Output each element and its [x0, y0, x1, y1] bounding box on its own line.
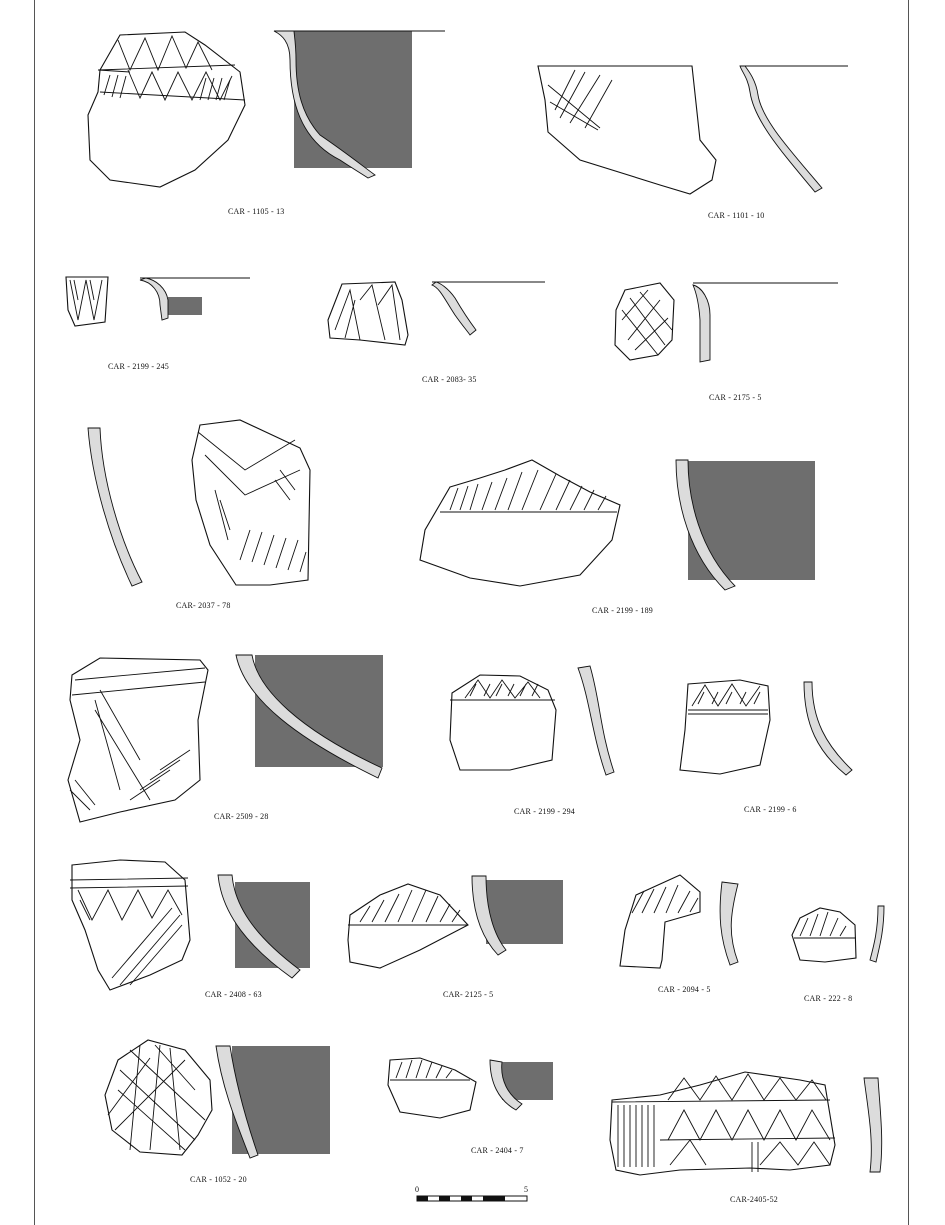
sherd-label: CAR - 2083- 35 [422, 375, 477, 384]
sherd-drawing-1105-13 [88, 32, 245, 187]
sherd-drawing-2408-63 [70, 860, 190, 990]
sherd-drawing-2083-35 [328, 282, 408, 345]
profile-2037-78 [88, 428, 142, 586]
profile-2199-245 [140, 278, 250, 320]
sherd-drawing-1052-20 [105, 1040, 212, 1155]
sherd-label: CAR - 2408 - 63 [205, 990, 262, 999]
sherd-label: CAR - 2199 - 6 [744, 805, 797, 814]
sherd-label: CAR- 2509 - 28 [214, 812, 269, 821]
scale-start-label: 0 [415, 1185, 419, 1194]
sherd-label: CAR - 1105 - 13 [228, 207, 285, 216]
profile-1101-10 [740, 66, 848, 192]
sherd-drawing-2199-245 [66, 277, 108, 326]
profile-2405-52 [864, 1078, 882, 1172]
sherd-label: CAR - 2094 - 5 [658, 985, 711, 994]
profile-1052-20 [216, 1046, 330, 1158]
profile-2125-5 [472, 876, 563, 955]
sherd-drawing-2199-294 [450, 675, 556, 770]
sherd-label: CAR - 2175 - 5 [709, 393, 762, 402]
sherd-drawing-2175-5 [615, 283, 674, 360]
sherd-label: CAR - 2199 - 189 [592, 606, 653, 615]
profile-222-8 [870, 906, 884, 962]
sherd-label: CAR - 1052 - 20 [190, 1175, 247, 1184]
profile-2175-5 [693, 283, 838, 362]
sherd-drawing-2125-5 [348, 884, 468, 968]
sherd-label: CAR- 2037 - 78 [176, 601, 231, 610]
profile-2509-28 [236, 655, 383, 778]
sherd-label: CAR - 2199 - 294 [514, 807, 575, 816]
sherd-drawing-1101-10 [538, 66, 716, 194]
profile-2199-294 [578, 666, 614, 775]
sherd-label: CAR - 2199 - 245 [108, 362, 169, 371]
scale-end-label: 5 [524, 1185, 528, 1194]
sherd-label: CAR- 2125 - 5 [443, 990, 494, 999]
profile-2199-189 [676, 460, 815, 590]
profile-2083-35 [432, 282, 545, 335]
sherd-label: CAR-2405-52 [730, 1195, 778, 1204]
sherd-drawing-222-8 [792, 908, 856, 962]
profile-2094-5 [720, 882, 738, 965]
sherd-label: CAR - 222 - 8 [804, 994, 853, 1003]
sherd-drawing-2405-52 [610, 1072, 835, 1175]
profile-2408-63 [218, 875, 310, 978]
scale-bar [417, 1196, 527, 1201]
sherd-label: CAR - 2404 - 7 [471, 1146, 524, 1155]
profile-2199-6 [804, 682, 852, 775]
sherd-drawing-2094-5 [620, 875, 700, 968]
sherd-drawing-2509-28 [68, 658, 208, 822]
sherd-label: CAR - 1101 - 10 [708, 211, 765, 220]
sherd-drawing-2037-78 [192, 420, 310, 585]
sherd-drawing-2199-6 [680, 680, 770, 774]
sherd-drawing-2199-189 [420, 460, 620, 586]
sherd-drawing-2404-7 [388, 1058, 476, 1118]
profile-2404-7 [490, 1060, 553, 1110]
profile-1105-13 [274, 31, 445, 178]
